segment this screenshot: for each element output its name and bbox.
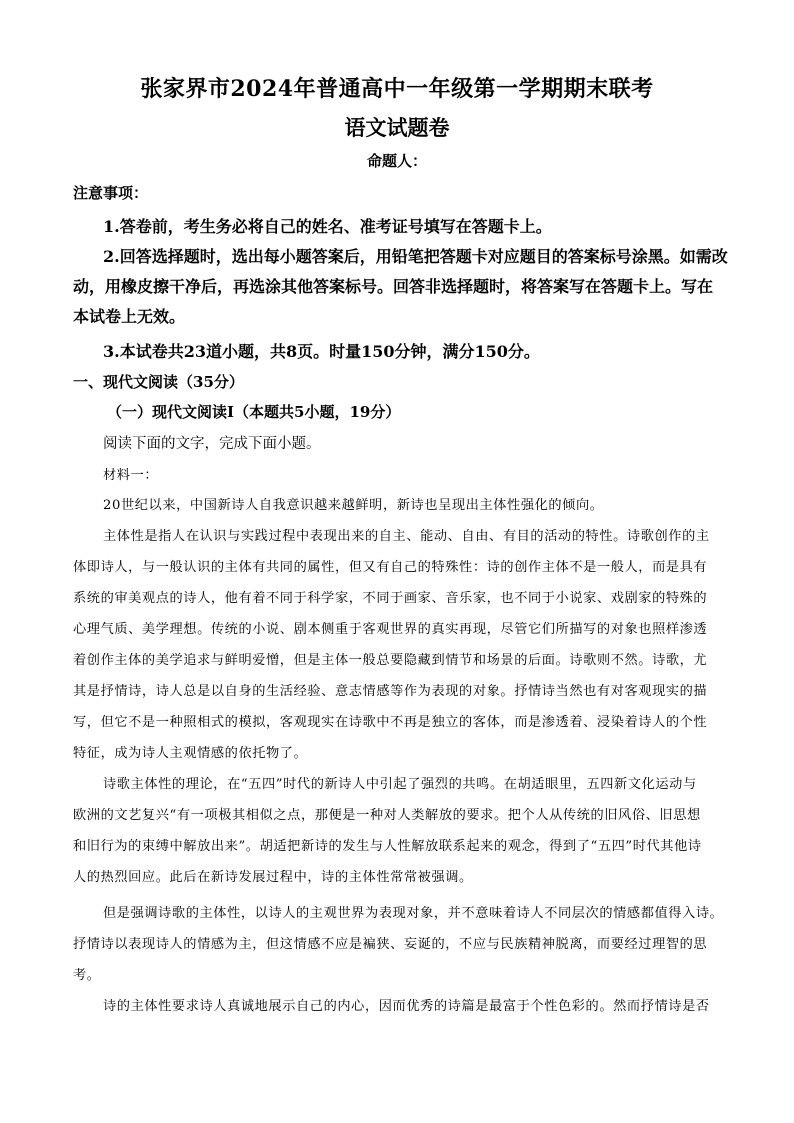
subsection-heading: （一）现代文阅读Ⅰ（本题共5小题，19分） (107, 403, 401, 421)
passage-line: 人的热烈回应。此后在新诗发展过程中，诗的主体性常常被强调。 (73, 870, 473, 885)
passage-line: 心理气质、美学理想。传统的小说、剧本侧重于客观世界的真实再现，尽管它们所描写的对象也照样渗透 (73, 622, 708, 637)
passage-line: 20世纪以来，中国新诗人自我意识越来越鲜明，新诗也呈现出主体性强化的倾向。 (103, 498, 604, 513)
passage-line: 抒情诗以表现诗人的情感为主，但这情感不应是褊狭、妄诞的，不应与民族精神脱离，而要经过理智的思 (73, 937, 708, 952)
reading-instruction: 阅读下面的文字，完成下面小题。 (103, 436, 321, 452)
passage-line: 诗歌主体性的理论，在“五四”时代的新诗人中引起了强烈的共鸣。在胡适眼里，五四新文化运动与 (103, 777, 697, 792)
notice-heading: 注意事项： (73, 184, 149, 202)
notice-item-2-line-1: 2.回答选择题时，选出每小题答案后，用铅笔把答题卡对应题目的答案标号涂黑。如需改 (103, 247, 728, 266)
section-heading: 一、现代文阅读（35分） (73, 373, 244, 391)
exam-subtitle: 语文试题卷 (344, 115, 450, 140)
notice-item-1: 1.答卷前，考生务必将自己的姓名、准考证号填写在答题卡上。 (103, 217, 552, 236)
passage-line: 考。 (73, 968, 101, 983)
notice-item-2-line-3: 本试卷上无效。 (73, 307, 186, 326)
passage-line: 主体性是指人在认识与实践过程中表现出来的自主、能动、自由、有目的活动的特性。诗歌创作的主 (103, 529, 710, 544)
passage-line: 体即诗人，与一般认识的主体有共同的属性，但又有自己的特殊性：诗的创作主体不是一般人，而是具有 (73, 560, 708, 575)
notice-item-2-line-2: 动，用橡皮擦干净后，再选涂其他答案标号。回答非选择题时，将答案写在答题卡上。写在 (73, 277, 714, 296)
passage-line: 但是强调诗歌的主体性，以诗人的主观世界为表现对象，并不意味着诗人不同层次的情感都值得入诗。 (103, 906, 724, 921)
passage-line: 欧洲的文艺复兴“有一项极其相似之点，那便是一种对人类解放的要求。把个人从传统的旧风俗、旧思想 (73, 808, 701, 823)
passage-line: 系统的审美观点的诗人，他有着不同于科学家，不同于画家、音乐家，也不同于小说家、戏剧家的特殊的 (73, 591, 708, 606)
passage-line: 其是抒情诗，诗人总是以自身的生活经验、意志情感等作为表现的对象。抒情诗当然也有对客观现实的描 (73, 684, 708, 699)
passage-line: 和旧行为的束缚中解放出来”。胡适把新诗的发生与人性解放联系起来的观念，得到了“五四”时代其他诗 (73, 839, 702, 854)
material-label: 材料一： (103, 468, 159, 483)
passage-line: 写，但它不是一种照相式的模拟，客观现实在诗歌中不再是独立的客体，而是渗透着、浸染着诗人的个性 (73, 715, 708, 730)
passage-line: 着创作主体的美学追求与鲜明爱憎，但是主体一般总要隐藏到情节和场景的后面。诗歌则不然。诗歌，尤 (73, 653, 708, 668)
passage-line: 特征，成为诗人主观情感的依托物了。 (73, 746, 308, 761)
notice-item-3: 3.本试卷共23道小题，共8页。时量150分钟，满分150分。 (103, 342, 540, 361)
exam-title: 张家界市2024年普通高中一年级第一学期期末联考 (140, 76, 654, 102)
passage-line: 诗的主体性要求诗人真诚地展示自己的内心，因而优秀的诗篇是最富于个性色彩的。然而抒情诗是否 (103, 999, 710, 1014)
author-label: 命题人： (366, 152, 427, 170)
